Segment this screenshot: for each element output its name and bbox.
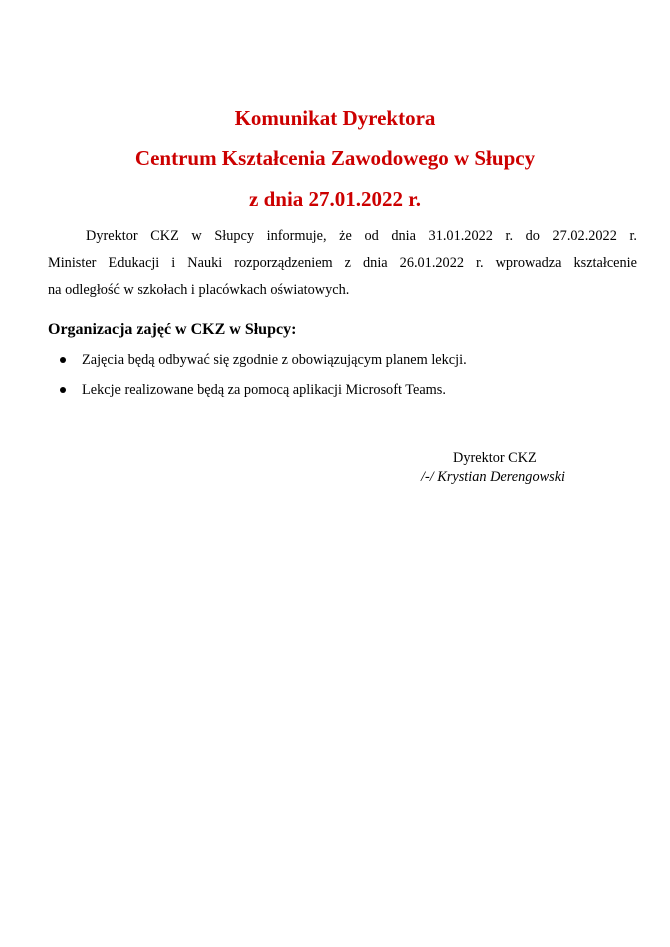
paragraph-line: Dyrektor CKZ w Słupcy informuje, że od dnia 31.01.2022 r. do 27.02.2022 r. — [86, 228, 637, 244]
bullet-icon — [60, 387, 66, 393]
organization-list — [60, 348, 467, 408]
list-item-text: Zajęcia będą odbywać się zgodnie z obowiązującym planem lekcji. — [82, 352, 467, 368]
signature-name: /-/ Krystian Derengowski — [421, 469, 566, 485]
bullet-icon — [60, 357, 66, 363]
paragraph-line: na odległość w szkołach i placówkach oświatowych. — [48, 282, 350, 298]
announcement-title: Komunikat Dyrektora — [234, 106, 436, 130]
list-item — [60, 378, 467, 408]
paragraph-line: Minister Edukacji i Nauki rozporządzeniem z dnia 26.01.2022 r. wprowadza kształcenie — [48, 255, 637, 271]
organization-heading: Organizacja zajęć w CKZ w Słupcy: — [48, 321, 297, 338]
signature-title: Dyrektor CKZ — [453, 450, 537, 466]
institution-name: Centrum Kształcenia Zawodowego w Słupcy — [134, 146, 536, 170]
list-item — [60, 348, 467, 378]
announcement-paragraph — [48, 223, 637, 304]
list-item-text: Lekcje realizowane będą za pomocą aplikacji Microsoft Teams. — [82, 382, 446, 398]
announcement-date: z dnia 27.01.2022 r. — [249, 187, 421, 211]
